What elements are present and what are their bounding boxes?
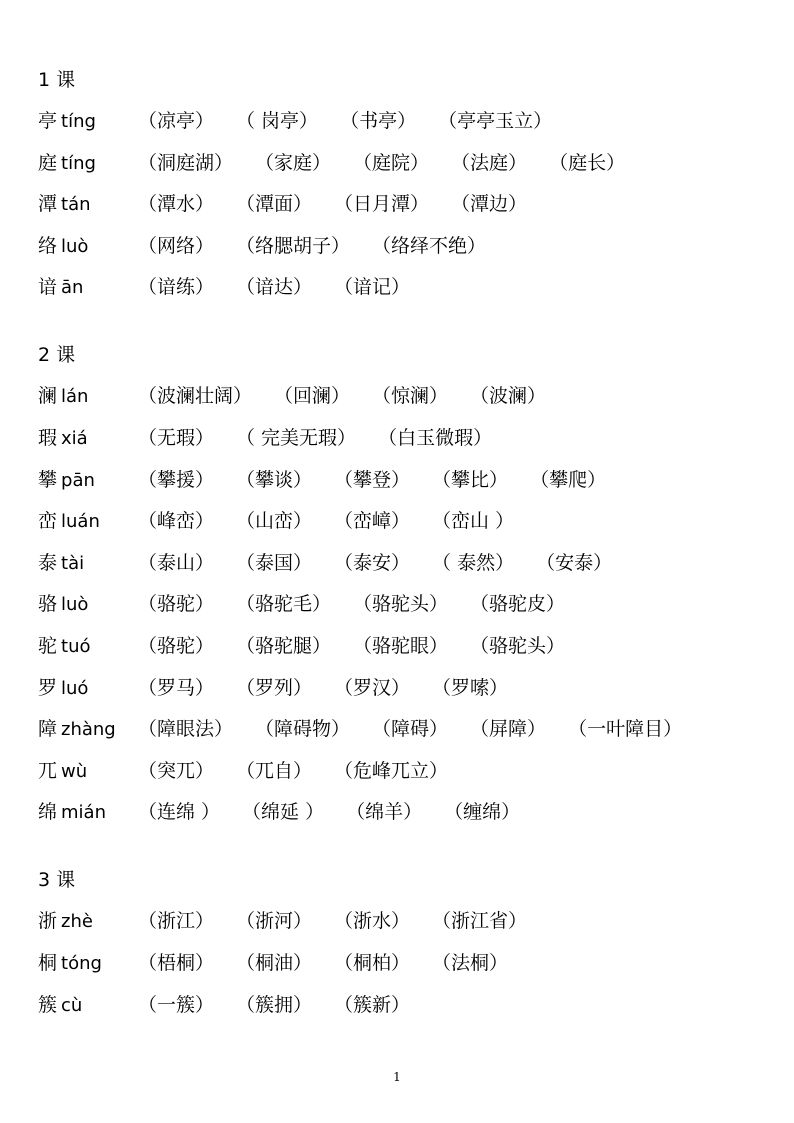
vocab-pinyin: ān [61,277,84,299]
vocab-row [38,674,778,702]
lesson-section [38,341,778,826]
vocab-head [38,149,96,178]
document-page [38,66,778,1059]
vocab-word: （攀援） [138,468,215,491]
vocab-words [138,674,530,702]
vocab-word: （簇拥） [236,993,313,1016]
vocab-word: （安泰） [536,551,613,574]
vocab-word: （绵延 ） [242,801,325,824]
vocab-pinyin: pān [61,469,95,491]
vocab-words [138,798,542,826]
vocab-pinyin: zhè [61,911,93,933]
vocab-row [38,190,778,218]
vocab-word: （屏障） [470,718,547,741]
vocab-word: （突兀） [138,759,215,782]
vocab-word: （庭长） [549,151,626,174]
vocab-word: （书亭） [340,110,417,132]
vocab-word: （ 完美无瑕） [236,426,357,449]
vocab-word: （攀登） [334,468,411,491]
vocab-word: （谙练） [138,276,215,299]
vocab-head [38,632,91,661]
vocab-character: 驼 [38,634,58,657]
vocab-head [38,907,93,936]
vocab-pinyin: luó [61,677,89,699]
vocab-pinyin: luán [61,511,100,533]
vocab-word: （攀谈） [236,468,313,491]
vocab-word: （一簇） [138,993,215,1016]
vocab-character: 谙 [38,276,58,299]
vocab-character: 泰 [38,551,58,574]
vocab-words [138,991,432,1019]
vocab-character: 簇 [38,993,58,1016]
vocab-word: （罗嗦） [432,676,509,699]
vocab-word: （法庭） [451,151,528,174]
vocab-word: （绵羊） [346,801,423,824]
vocab-word: （连绵 ） [138,801,221,824]
vocab-words [138,107,574,135]
vocab-words [138,149,647,177]
vocab-word: （庭院） [353,151,430,174]
vocab-row [38,232,778,260]
vocab-word: （络腮胡子） [236,234,351,257]
vocab-word: （障碍） [372,718,449,741]
vocab-pinyin: tài [61,552,85,574]
vocab-word: （波澜壮阔） [138,385,253,408]
vocab-word: （潭面） [236,193,313,216]
vocab-word: （骆驼头） [353,593,449,616]
vocab-word: （骆驼） [138,634,215,657]
vocab-row [38,590,778,618]
vocab-head [38,424,88,453]
vocab-head [38,466,95,495]
vocab-word: （兀自） [236,759,313,782]
vocab-words [138,590,587,618]
vocab-word: （峦山 ） [432,510,515,533]
vocab-row [38,632,778,660]
vocab-word: （日月潭） [334,193,430,216]
vocab-character: 攀 [38,468,58,491]
vocab-word: （簇新） [334,993,411,1016]
vocab-word: （泰安） [334,551,411,574]
vocab-row [38,273,778,301]
vocab-word: （峦嶂） [334,510,411,533]
vocab-word: （惊澜） [372,385,449,408]
lesson-title: 3 课 [38,869,76,892]
vocab-word: （峰峦） [138,510,215,533]
vocab-word: （浙江） [138,910,215,933]
vocab-word: （桐油） [236,951,313,974]
vocab-word: （骆驼腿） [236,634,332,657]
vocab-character: 亭 [38,110,58,132]
vocab-word: （泰国） [236,551,313,574]
vocab-row [38,907,778,935]
vocab-pinyin: tíng [61,152,96,174]
vocab-word: （亭亭玉立） [438,110,553,132]
vocab-head [38,949,102,978]
vocab-row [38,991,778,1019]
vocab-head [38,549,84,578]
vocab-word: （法桐） [432,951,509,974]
vocab-word: （攀比） [432,468,509,491]
lesson-section [38,866,778,1018]
vocab-pinyin: tuó [61,635,91,657]
vocab-words [138,949,530,977]
vocab-word: （浙水） [334,910,411,933]
vocab-word: （ 岗亭） [236,110,319,132]
vocab-row [38,466,778,494]
vocab-character: 浙 [38,910,58,933]
vocab-words [138,273,432,301]
vocab-pinyin: lán [61,386,89,408]
vocab-pinyin: xiá [61,427,88,449]
vocab-word: （浙江省） [432,910,528,933]
vocab-word: （络绎不绝） [372,234,487,257]
vocab-head [38,674,88,703]
vocab-word: （骆驼毛） [236,593,332,616]
vocab-words [138,907,549,935]
vocab-word: （谙达） [236,276,313,299]
vocab-word: （罗列） [236,676,313,699]
vocab-character: 罗 [38,676,58,699]
vocab-word: （潭边） [451,193,528,216]
vocab-words [138,549,634,577]
vocab-character: 骆 [38,593,58,616]
vocab-words [138,190,549,218]
vocab-word: （家庭） [255,151,332,174]
vocab-word: （波澜） [470,385,547,408]
vocab-word: （骆驼眼） [353,634,449,657]
vocab-character: 庭 [38,151,58,174]
vocab-word: （洞庭湖） [138,151,234,174]
vocab-word: （谙记） [334,276,411,299]
vocab-word: （无瑕） [138,426,215,449]
vocab-pinyin: zhàng [61,719,116,741]
vocab-character: 瑕 [38,426,58,449]
vocab-row [38,382,778,410]
vocab-words [138,507,536,535]
vocab-word: （ 泰然） [432,551,515,574]
vocab-head [38,507,100,536]
vocab-character: 障 [38,718,58,741]
vocab-row [38,424,778,452]
vocab-head [38,190,91,219]
vocab-head [38,590,88,619]
vocab-pinyin: cù [61,994,83,1016]
vocab-word: （罗马） [138,676,215,699]
vocab-words [138,382,568,410]
vocab-head [38,757,87,786]
vocab-character: 绵 [38,801,58,824]
vocab-character: 潭 [38,193,58,216]
vocab-row [38,507,778,535]
vocab-row [38,798,778,826]
lesson-title: 2 课 [38,344,76,367]
vocab-word: （罗汉） [334,676,411,699]
vocab-word: （障碍物） [255,718,351,741]
vocab-head [38,798,106,827]
vocab-word: （骆驼皮） [470,593,566,616]
page-number: 1 [393,1070,401,1084]
vocab-pinyin: tán [61,194,91,216]
vocab-words [138,757,470,785]
vocab-pinyin: wù [61,760,88,782]
vocab-row [38,549,778,577]
vocab-word: （白玉微瑕） [378,426,493,449]
vocab-word: （骆驼） [138,593,215,616]
vocab-word: （一叶障目） [568,718,683,741]
vocab-head [38,273,83,302]
vocab-head [38,382,88,411]
vocab-character: 峦 [38,510,58,533]
vocab-pinyin: luò [61,235,89,257]
vocab-word: （障眼法） [138,718,234,741]
vocab-word: （桐柏） [334,951,411,974]
vocab-character: 兀 [38,759,58,782]
vocab-row [38,949,778,977]
vocab-row [38,149,778,177]
vocab-word: （攀爬） [530,468,607,491]
vocab-head [38,991,82,1020]
vocab-row [38,715,778,743]
vocab-row [38,757,778,785]
vocab-words [138,715,704,743]
lesson-section [38,66,778,301]
vocab-word: （山峦） [236,510,313,533]
vocab-word: （危峰兀立） [334,759,449,782]
vocab-word: （回澜） [274,385,351,408]
vocab-word: （凉亭） [138,110,215,132]
vocab-words [138,424,514,452]
lesson-title: 1 课 [38,69,76,91]
vocab-character: 澜 [38,385,58,408]
vocab-head [38,232,88,261]
vocab-character: 络 [38,234,58,257]
vocab-word: （骆驼头） [470,634,566,657]
vocab-word: （梧桐） [138,951,215,974]
vocab-head [38,107,96,136]
vocab-words [138,232,508,260]
vocab-row [38,107,778,135]
vocab-pinyin: mián [61,802,106,824]
vocab-pinyin: tóng [61,952,102,974]
vocab-character: 桐 [38,951,58,974]
vocab-word: （潭水） [138,193,215,216]
vocab-words [138,632,587,660]
vocab-head [38,715,116,744]
vocab-pinyin: tíng [61,111,96,132]
vocab-word: （浙河） [236,910,313,933]
vocab-pinyin: luò [61,594,89,616]
vocab-words [138,466,628,494]
vocab-word: （缠绵） [444,801,521,824]
vocab-word: （网络） [138,234,215,257]
vocab-word: （泰山） [138,551,215,574]
